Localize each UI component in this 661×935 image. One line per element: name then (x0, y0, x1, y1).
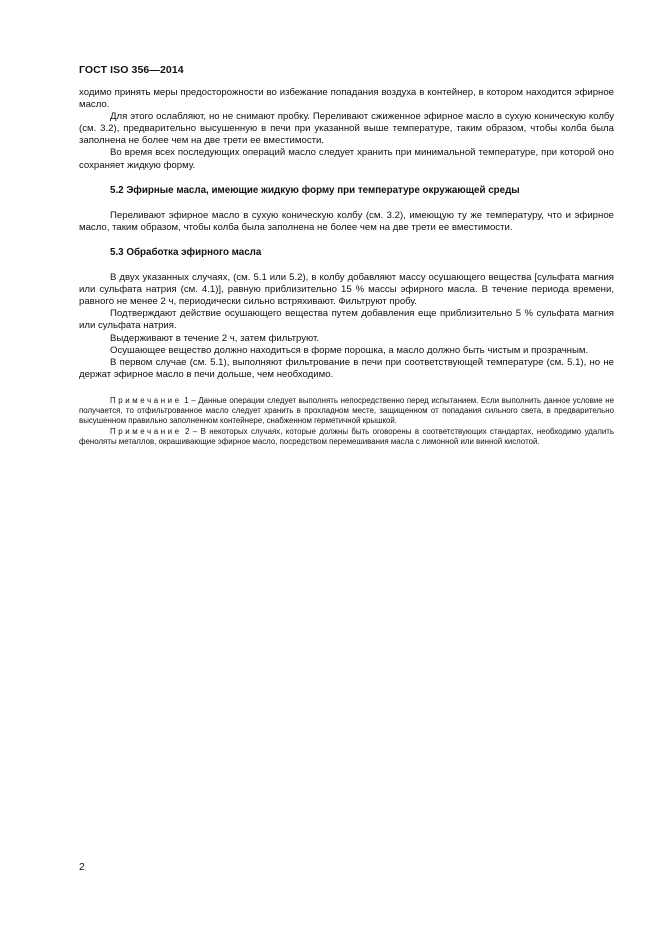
note-text: – В некоторых случаях, которые должны быть оговорены в соответствующих стандартах, необходимо удалить феноляты металлов, окрашивающие эфирное масло, посредством перемешивания масла с лимонной или винной кислотой. (79, 426, 614, 447)
section-heading-5-2: 5.2 Эфирные масла, имеющие жидкую форму при температуре окружающей среды (110, 184, 520, 196)
note-number: 1 (184, 395, 189, 405)
note-number: 2 (185, 426, 190, 436)
note-label: Примечание (110, 395, 182, 405)
document-header: ГОСТ ISO 356—2014 (79, 64, 184, 76)
paragraph: Переливают эфирное масло в сухую коническую колбу (см. 3.2), имеющую ту же температуру, что и эфирное масло, таким образом, чтобы колба была заполнена не более чем на две трети ее вместимости. (79, 209, 614, 233)
paragraph: Осушающее вещество должно находиться в форме порошка, а масло должно быть чистым и прозрачным. (110, 344, 589, 356)
note-2 (79, 427, 614, 448)
paragraph: Выдерживают в течение 2 ч, затем фильтруют. (110, 332, 319, 344)
paragraph-continued: ходимо принять меры предосторожности во избежание попадания воздуха в контейнер, в котором находится эфирное масло. (79, 87, 614, 111)
paragraph: Для этого ослабляют, но не снимают пробку. Переливают сжиженное эфирное масло в сухую коническую колбу (см. 3.2), предварительно высушенную в печи при указанной выше температуре, таким образом, чтобы колба была заполнена не более чем на две трети ее вместимости. (79, 111, 614, 147)
paragraph: Во время всех последующих операций масло следует хранить при минимальной температуре, при которой оно сохраняет жидкую форму. (79, 147, 614, 171)
note-label: Примечание (110, 426, 182, 436)
page-number: 2 (79, 861, 85, 873)
document-body (79, 87, 614, 447)
note-text: – Данные операции следует выполнять непосредственно перед испытанием. Если выполнить данное условие не получается, то отфильтрованное масло следует хранить в прохладном месте, защищенном от попадания сильного света, в предварительно высушенном правильно заполненном контейнере, снабженном герметичной крышкой. (79, 395, 614, 426)
paragraph: Подтверждают действие осушающего вещества путем добавления еще приблизительно 5 % сульфата магния или сульфата натрия. (79, 308, 614, 332)
section-heading-5-3: 5.3 Обработка эфирного масла (110, 246, 262, 258)
note-1 (79, 396, 614, 427)
paragraph: В двух указанных случаях, (см. 5.1 или 5.2), в колбу добавляют массу осушающего вещества [сульфата магния или сульфата натрия (см. 4.1)], равную приблизительно 15 % массы эфирного масла. В течение периода времени, равного не менее 2 ч, периодически сильно встряхивают. Фильтруют пробу. (79, 272, 614, 308)
paragraph: В первом случае (см. 5.1), выполняют фильтрование в печи при соответствующей температуре (см. 5.1), но не держат эфирное масло в печи дольше, чем необходимо. (79, 356, 614, 380)
